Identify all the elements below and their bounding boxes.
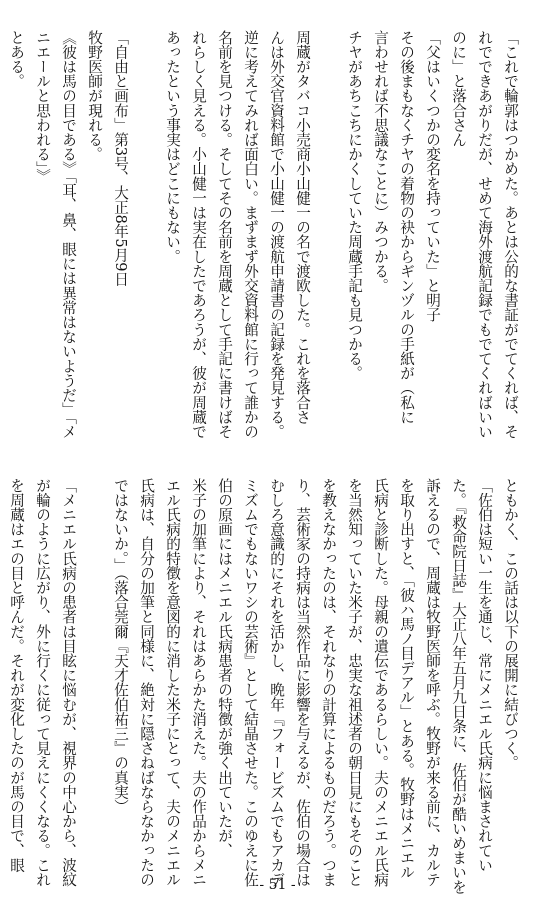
- blank-line: [81, 478, 107, 862]
- text-line: ニエールと思われる」》: [34, 30, 51, 184]
- text-line: 「メニエル氏病の患者は目眩に悩むが、視界の中心から、波紋: [60, 478, 77, 887]
- text-line: ともかく、この話は以下の展開に結びつく。: [502, 478, 519, 770]
- text-line: 氏病と診断した。母親の遺伝であるらしい。夫のメニエル氏病: [372, 478, 389, 887]
- text-line: 「佐伯は短い一生を通じ、常にメニエル氏病に悩まされてい: [476, 478, 493, 873]
- text-line: た。『救命院日誌』大正八年五月九日条に、佐伯が酷いめまいを: [450, 478, 467, 895]
- text-line: のに」と落合さん: [450, 30, 467, 147]
- text-line: 逆に考えてみれば面白い。まずまず外交資料館に行って誰かの: [242, 30, 259, 439]
- text-line: チヤがあちこちにかくしていた周蔵手記も見つかる。: [346, 30, 363, 381]
- text-line: 「自由と画布」第3号、大正8年5月9日: [112, 30, 129, 287]
- text-line: [0, 30, 3, 470]
- text-line: 米子の加筆により、それはあらかた消えた。夫の作品からメニ: [190, 478, 207, 887]
- text-line: り、芸術家の持病は当然作品に影響を与えるが、佐伯の場合は: [294, 478, 311, 887]
- text-line: が輪のように広がり、外に行くに従って見えにくくなる。これ: [34, 478, 51, 887]
- text-line: あったという事実はどこにもない。: [164, 30, 181, 264]
- text-line: を周蔵はエの目と呼んだ。それが変化したのが馬の目で、眼: [8, 478, 25, 873]
- text-line: を当然知っていた米子が、忠実な祖述者の朝日見にもそのこと: [346, 478, 363, 887]
- text-line: とある。: [8, 30, 25, 89]
- text-line: ではないか。」（落合莞爾『天才佐伯祐三』の真実）: [112, 478, 129, 814]
- text-line: 言わせれば不思議なことに）みつかる。: [372, 30, 389, 293]
- text-line: 《彼は馬の目である》「耳、鼻、眼には異常はないようだ」「メ: [60, 30, 77, 439]
- text-line: 周蔵がタバコ小売商小山健一の名で渡欧した。これを落合さ: [294, 30, 311, 425]
- blank-line: [133, 30, 159, 470]
- text-line: むしろ意識的にそれを活かし、晩年『フォービズムでもアカデ: [268, 478, 285, 887]
- text-line: 「これで輪郭はつかめた。あとは公的な書証がでてくれば、そ: [502, 30, 519, 439]
- page-number: - 51 -: [259, 877, 296, 893]
- text-line: れでできあがりだが、せめて海外渡航記録でもでてくればいい: [476, 30, 493, 439]
- text-line: 氏病は、自分の加筆と同様に、絶対に隠さねばならなかったの: [138, 478, 155, 887]
- text-line: [0, 478, 3, 862]
- text-line: 名前を見つける。そしてその名前を周蔵として手記に書けばそ: [216, 30, 233, 439]
- text-line: 牧野医師が現れる。: [86, 30, 103, 162]
- text-line: ミズムでもないワシの芸術』として結晶させた。このゆえに佐: [242, 478, 259, 887]
- text-line: 訴えるので、周蔵は牧野医師を呼ぶ。牧野が来る前に、カルテ: [424, 478, 441, 887]
- blank-line: [315, 30, 341, 470]
- text-line: んは外交官資料館で小山健一の渡航申請書の記録を発見する。: [268, 30, 285, 439]
- upper-text-block: [8, 30, 523, 470]
- text-line: エル氏病的特徴を意図的に消した米子にとって、夫のメニエル: [164, 478, 181, 887]
- text-line: を取り出すと、「彼ハ馬ノ目デアル」とある。牧野はメニエル: [398, 478, 415, 880]
- text-line: その後まもなくチヤの着物の袂からギンヅルの手紙が（私に: [398, 30, 415, 425]
- text-line: 伯の原画にはメニエル氏病患者の特徴が強く出ていたが、: [216, 478, 233, 858]
- text-line: 「父はいくつかの変名を持っていた」と明子: [424, 30, 441, 322]
- text-line: を教えなかったのは、それなりの計算によるものだろう。つま: [320, 478, 337, 887]
- text-line: れらしく見える。小山健一は実在したであろうが、彼が周蔵で: [190, 30, 207, 439]
